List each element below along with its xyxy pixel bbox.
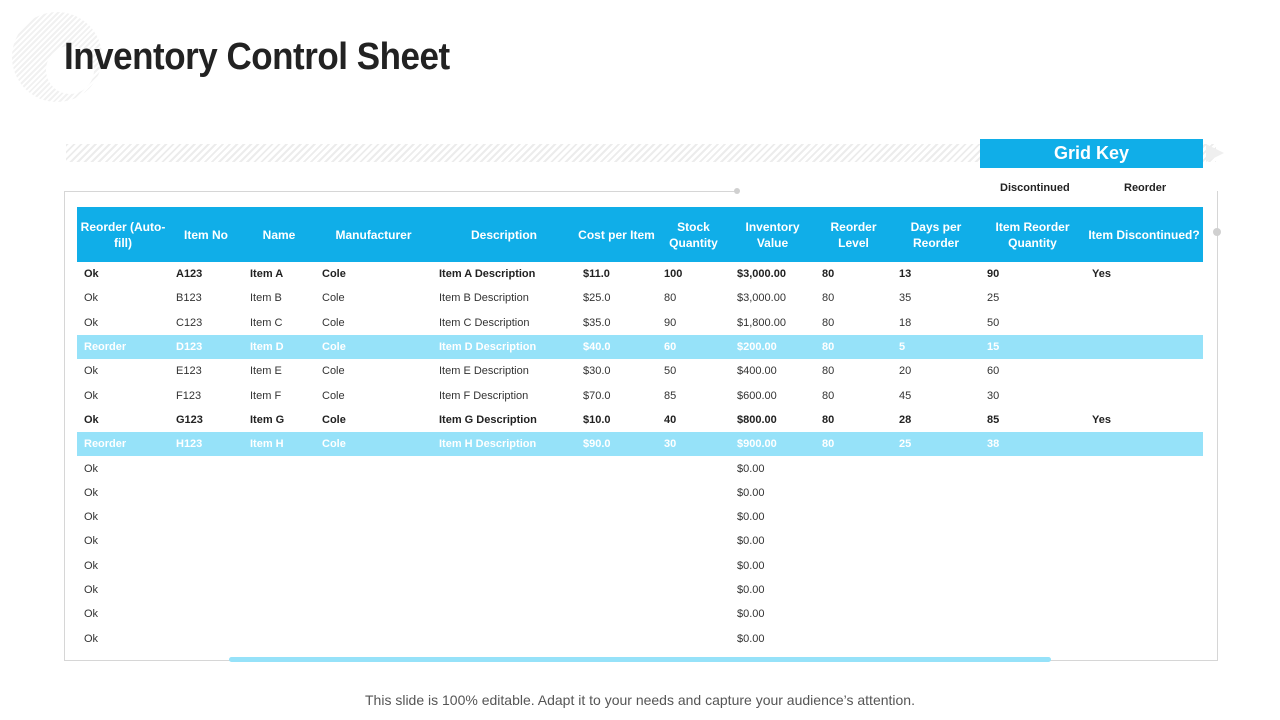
cell-inventory-value: $800.00 <box>737 413 777 426</box>
decorative-arrow-tip <box>1206 144 1224 162</box>
cell-item-no <box>169 578 243 602</box>
frame-right-dot <box>1213 228 1221 236</box>
cell-discontinued <box>1085 432 1203 456</box>
cell-cost <box>576 456 657 480</box>
cell-days-per-reorder: 13 <box>899 268 912 281</box>
table-row <box>77 578 1203 602</box>
cell-inventory-value: $0.00 <box>737 559 765 572</box>
cell-days-per-reorder <box>892 626 980 650</box>
cell-reorder-status: Ok <box>84 413 99 426</box>
cell-reorder-level: 80 <box>822 268 835 281</box>
cell-reorder-quantity <box>980 456 1085 480</box>
cell-name: Item F <box>250 389 282 402</box>
cell-description <box>432 602 576 626</box>
cell-description <box>432 456 576 480</box>
cell-stock-quantity <box>657 578 730 602</box>
table-row <box>77 554 1203 578</box>
header-cost-per-item: Cost per Item <box>578 227 655 242</box>
cell-stock-quantity: 30 <box>657 432 730 456</box>
cell-stock-quantity: 85 <box>664 389 677 402</box>
cell-reorder-level <box>815 481 892 505</box>
cell-manufacturer: Cole <box>322 413 346 426</box>
cell-manufacturer: Cole <box>322 292 345 305</box>
cell-description: Item B Description <box>439 292 529 305</box>
cell-name: Item E <box>250 365 282 378</box>
cell-item-no: F123 <box>176 389 202 402</box>
table-row <box>77 383 1203 407</box>
cell-stock-quantity <box>657 554 730 578</box>
cell-reorder-level: 80 <box>822 365 835 378</box>
cell-discontinued <box>1085 602 1203 626</box>
cell-reorder-level: 80 <box>822 389 835 402</box>
cell-manufacturer: Cole <box>315 335 432 359</box>
cell-reorder-level <box>815 505 892 529</box>
table-row <box>77 432 1203 456</box>
cell-stock-quantity <box>657 456 730 480</box>
cell-item-no <box>169 481 243 505</box>
table-row <box>77 286 1203 310</box>
cell-item-no <box>169 456 243 480</box>
cell-description <box>432 529 576 553</box>
cell-item-no: E123 <box>176 365 202 378</box>
cell-manufacturer <box>315 578 432 602</box>
cell-reorder-level <box>815 626 892 650</box>
cell-inventory-value: $1,800.00 <box>737 316 786 329</box>
cell-stock-quantity <box>657 626 730 650</box>
cell-reorder-quantity <box>980 578 1085 602</box>
cell-discontinued <box>1085 359 1203 383</box>
cell-days-per-reorder <box>892 602 980 626</box>
table-body <box>77 262 1203 651</box>
header-item-discontinued: Item Discontinued? <box>1088 227 1200 242</box>
inventory-table <box>77 207 1203 651</box>
cell-inventory-value: $0.00 <box>737 584 765 596</box>
cell-reorder-level: 80 <box>815 335 892 359</box>
cell-manufacturer <box>315 481 432 505</box>
cell-inventory-value: $400.00 <box>737 365 777 378</box>
cell-days-per-reorder <box>892 505 980 529</box>
table-row <box>77 602 1203 626</box>
cell-reorder-status: Ok <box>84 584 99 596</box>
grid-key-reorder-label: Reorder <box>1124 182 1167 194</box>
cell-days-per-reorder <box>892 578 980 602</box>
cell-reorder-quantity <box>980 626 1085 650</box>
cell-reorder-status: Ok <box>84 608 99 621</box>
cell-stock-quantity: 90 <box>664 316 677 329</box>
cell-reorder-quantity: 25 <box>987 292 1000 305</box>
cell-discontinued <box>1085 286 1203 310</box>
table-row <box>77 311 1203 335</box>
cell-name: Item B <box>250 292 282 305</box>
cell-item-no: A123 <box>176 268 203 281</box>
cell-cost <box>576 481 657 505</box>
cell-reorder-status: Ok <box>84 462 99 475</box>
inventory-table-wrapper <box>77 207 1203 651</box>
cell-cost: $30.0 <box>583 365 611 378</box>
cell-description: Item D Description <box>432 335 576 359</box>
cell-cost: $25.0 <box>583 292 611 305</box>
frame-top-line <box>64 191 738 192</box>
header-inventory-value: Inventory Value <box>745 219 800 250</box>
cell-name <box>243 578 315 602</box>
cell-days-per-reorder <box>892 456 980 480</box>
cell-cost <box>576 602 657 626</box>
table-row <box>77 481 1203 505</box>
cell-inventory-value: $0.00 <box>737 511 765 524</box>
cell-manufacturer <box>315 505 432 529</box>
cell-cost <box>576 626 657 650</box>
table-row <box>77 359 1203 383</box>
cell-stock-quantity <box>657 602 730 626</box>
cell-reorder-level <box>815 554 892 578</box>
cell-item-no <box>169 626 243 650</box>
table-row <box>77 529 1203 553</box>
cell-item-no <box>169 602 243 626</box>
cell-stock-quantity: 100 <box>664 268 683 281</box>
table-row <box>77 335 1203 359</box>
cell-cost <box>576 529 657 553</box>
cell-reorder-level <box>815 456 892 480</box>
cell-discontinued <box>1085 554 1203 578</box>
cell-cost: $11.0 <box>583 268 610 281</box>
cell-cost <box>576 505 657 529</box>
cell-description: Item F Description <box>439 389 529 402</box>
cell-reorder-level <box>815 578 892 602</box>
cell-item-no: C123 <box>176 316 203 329</box>
cell-description <box>432 481 576 505</box>
cell-cost <box>576 554 657 578</box>
header-reorder-auto-fill: Reorder (Auto-fill) <box>80 219 166 250</box>
cell-stock-quantity: 40 <box>664 413 677 426</box>
cell-reorder-status: Reorder <box>77 335 169 359</box>
cell-manufacturer: Cole <box>322 389 345 402</box>
cell-name: Item A <box>250 268 284 281</box>
cell-description <box>432 578 576 602</box>
header-manufacturer: Manufacturer <box>335 227 412 242</box>
cell-cost: $70.0 <box>583 389 611 402</box>
cell-discontinued <box>1085 505 1203 529</box>
cell-item-no: H123 <box>169 432 243 456</box>
cell-discontinued: Yes <box>1092 268 1111 281</box>
cell-manufacturer: Cole <box>322 316 345 329</box>
cell-reorder-quantity: 50 <box>987 316 1000 329</box>
header-reorder-level: Reorder Level <box>830 219 877 250</box>
grid-key-header: Grid Key <box>980 139 1203 168</box>
cell-reorder-level <box>815 529 892 553</box>
cell-reorder-level: 80 <box>822 316 835 329</box>
cell-days-per-reorder <box>892 481 980 505</box>
cell-discontinued: Yes <box>1092 413 1111 426</box>
cell-description: Item G Description <box>439 413 537 426</box>
cell-reorder-quantity: 15 <box>980 335 1085 359</box>
table-row <box>77 626 1203 650</box>
cell-discontinued <box>1085 481 1203 505</box>
cell-description: Item A Description <box>439 268 536 281</box>
cell-reorder-status: Ok <box>84 535 99 548</box>
cell-name: Item C <box>250 316 283 329</box>
cell-cost: $90.0 <box>576 432 657 456</box>
cell-name <box>243 505 315 529</box>
header-item-reorder-quantity: Item Reorder Quantity <box>995 219 1070 250</box>
cell-reorder-status: Ok <box>84 365 99 378</box>
cell-reorder-level: 80 <box>815 432 892 456</box>
cell-reorder-quantity <box>980 505 1085 529</box>
cell-reorder-status: Ok <box>84 292 99 305</box>
cell-inventory-value: $0.00 <box>737 462 765 475</box>
cell-days-per-reorder: 5 <box>892 335 980 359</box>
cell-name: Item G <box>250 413 285 426</box>
cell-name: Item H <box>243 432 315 456</box>
cell-item-no <box>169 554 243 578</box>
header-stock-quantity: Stock Quantity <box>669 219 718 250</box>
cell-inventory-value: $200.00 <box>730 335 815 359</box>
cell-discontinued <box>1085 335 1203 359</box>
cell-reorder-quantity <box>980 529 1085 553</box>
header-days-per-reorder: Days per Reorder <box>910 219 962 250</box>
table-header-row <box>77 207 1203 262</box>
cell-inventory-value: $600.00 <box>737 389 777 402</box>
cell-description <box>432 505 576 529</box>
cell-reorder-quantity: 60 <box>987 365 1000 378</box>
cell-reorder-status: Ok <box>84 389 99 402</box>
bottom-accent-bar <box>229 657 1051 662</box>
cell-cost <box>576 578 657 602</box>
cell-description <box>432 626 576 650</box>
cell-manufacturer <box>315 554 432 578</box>
cell-name <box>243 529 315 553</box>
cell-name <box>243 554 315 578</box>
cell-name: Item D <box>243 335 315 359</box>
header-name: Name <box>262 227 296 242</box>
cell-stock-quantity: 80 <box>664 292 677 305</box>
cell-item-no: B123 <box>176 292 202 305</box>
cell-reorder-quantity: 38 <box>980 432 1085 456</box>
cell-name <box>243 602 315 626</box>
cell-days-per-reorder <box>892 554 980 578</box>
cell-cost: $10.0 <box>583 413 611 426</box>
cell-days-per-reorder: 18 <box>899 316 912 329</box>
cell-name <box>243 481 315 505</box>
cell-reorder-level: 80 <box>822 292 835 305</box>
cell-description: Item C Description <box>439 316 530 329</box>
cell-inventory-value: $0.00 <box>737 608 765 621</box>
cell-inventory-value: $0.00 <box>737 535 765 548</box>
cell-item-no <box>169 529 243 553</box>
cell-description <box>432 554 576 578</box>
cell-name <box>243 456 315 480</box>
cell-item-no <box>169 505 243 529</box>
table-row <box>77 262 1203 286</box>
grid-key-discontinued-label: Discontinued <box>1000 182 1070 194</box>
cell-discontinued <box>1085 626 1203 650</box>
cell-reorder-level: 80 <box>822 413 835 426</box>
cell-name <box>243 626 315 650</box>
footer-note: This slide is 100% editable. Adapt it to your needs and capture your audience’s attention. <box>365 692 915 708</box>
cell-item-no: D123 <box>169 335 243 359</box>
cell-description: Item H Description <box>432 432 576 456</box>
cell-days-per-reorder: 45 <box>899 389 912 402</box>
cell-reorder-level <box>815 602 892 626</box>
cell-reorder-quantity <box>980 602 1085 626</box>
cell-inventory-value: $0.00 <box>737 632 765 645</box>
cell-reorder-quantity: 85 <box>987 413 1000 426</box>
cell-discontinued <box>1085 311 1203 335</box>
cell-manufacturer <box>315 456 432 480</box>
cell-reorder-status: Ok <box>84 268 99 281</box>
cell-stock-quantity <box>657 481 730 505</box>
cell-stock-quantity: 60 <box>657 335 730 359</box>
cell-reorder-status: Ok <box>84 486 99 499</box>
cell-item-no: G123 <box>176 413 203 426</box>
cell-discontinued <box>1085 529 1203 553</box>
cell-inventory-value: $3,000.00 <box>737 268 786 281</box>
cell-reorder-quantity: 30 <box>987 389 1000 402</box>
cell-manufacturer: Cole <box>322 365 345 378</box>
cell-description: Item E Description <box>439 365 529 378</box>
cell-days-per-reorder: 28 <box>899 413 912 426</box>
cell-discontinued <box>1085 383 1203 407</box>
header-item-no: Item No <box>183 227 228 242</box>
cell-reorder-status: Ok <box>84 632 99 645</box>
cell-discontinued <box>1085 456 1203 480</box>
cell-cost: $35.0 <box>583 316 611 329</box>
cell-reorder-status: Reorder <box>77 432 169 456</box>
cell-days-per-reorder <box>892 529 980 553</box>
cell-manufacturer: Cole <box>322 268 346 281</box>
cell-inventory-value: $0.00 <box>737 486 765 499</box>
cell-reorder-status: Ok <box>84 316 99 329</box>
cell-manufacturer <box>315 602 432 626</box>
page-title: Inventory Control Sheet <box>64 36 450 78</box>
cell-reorder-quantity <box>980 554 1085 578</box>
cell-manufacturer <box>315 626 432 650</box>
cell-days-per-reorder: 35 <box>899 292 912 305</box>
cell-days-per-reorder: 20 <box>899 365 912 378</box>
table-row <box>77 505 1203 529</box>
cell-manufacturer: Cole <box>315 432 432 456</box>
header-description: Description <box>470 227 537 242</box>
frame-top-dot <box>734 188 740 194</box>
cell-inventory-value: $3,000.00 <box>737 292 786 305</box>
cell-days-per-reorder: 25 <box>892 432 980 456</box>
cell-reorder-quantity <box>980 481 1085 505</box>
cell-stock-quantity <box>657 529 730 553</box>
cell-stock-quantity: 50 <box>664 365 677 378</box>
table-row <box>77 456 1203 480</box>
cell-cost: $40.0 <box>576 335 657 359</box>
cell-stock-quantity <box>657 505 730 529</box>
cell-reorder-status: Ok <box>84 559 99 572</box>
table-row <box>77 408 1203 432</box>
cell-reorder-quantity: 90 <box>987 268 1000 281</box>
cell-inventory-value: $900.00 <box>730 432 815 456</box>
cell-manufacturer <box>315 529 432 553</box>
cell-discontinued <box>1085 578 1203 602</box>
cell-reorder-status: Ok <box>84 511 99 524</box>
